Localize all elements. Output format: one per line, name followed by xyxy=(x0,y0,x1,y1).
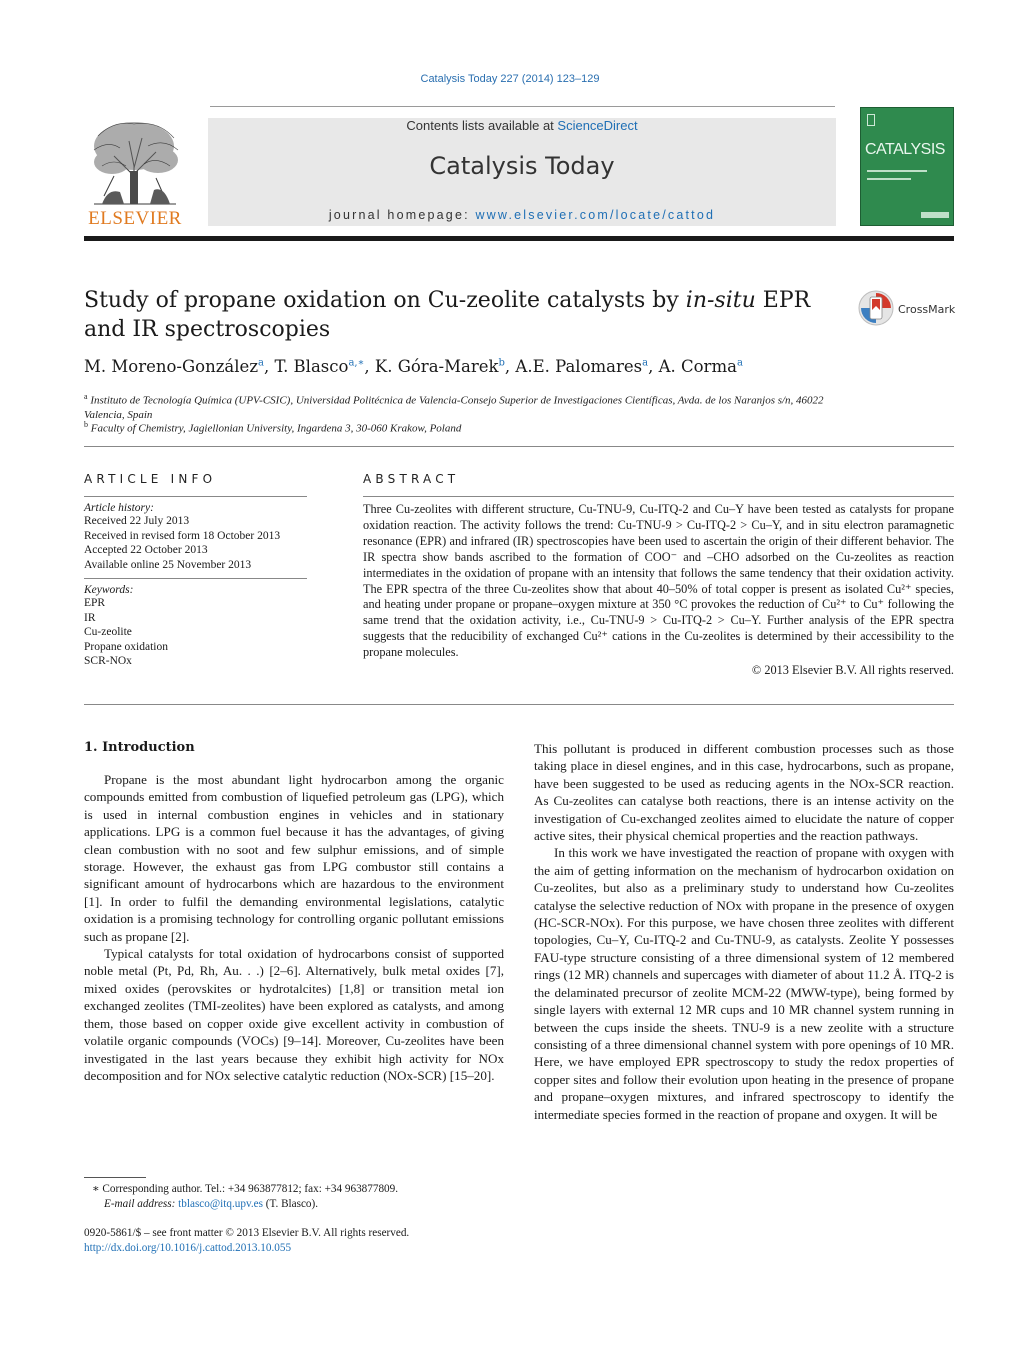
article-info-rule xyxy=(84,496,307,497)
keyword: Cu-zeolite xyxy=(84,626,132,638)
body-left-column xyxy=(84,740,504,1084)
affiliation: $^a$ Instituto de Tecnología Química (UPV-CSIC), Universidad Politécnica de Valencia-Consejo Superior de Investigaciones Científicas, Avda. de los Naranjos s/n, 46022 Valencia, Spain xyxy=(84,392,824,421)
author[interactable]: K. Góra-Marek$^b$ xyxy=(374,357,505,376)
email-label: E-mail address: xyxy=(104,1197,179,1210)
sciencedirect-link[interactable]: ScienceDirect xyxy=(557,118,638,133)
abstract xyxy=(363,472,954,678)
body-right-column xyxy=(534,740,954,1123)
journal-reference[interactable]: Catalysis Today 227 (2014) 123–129 xyxy=(420,73,600,85)
journal-cover-thumbnail[interactable] xyxy=(860,107,954,226)
journal-header-band xyxy=(208,118,836,226)
header-rule xyxy=(210,106,835,107)
body-paragraph: In this work we have investigated the reaction of propane with oxygen with the aim of getting information on the mechanism of hydrocarbon oxidation on Cu-zeolites, but also as a preliminary study to understand how Cu-zeolites catalyse the selective reduction of NOx with propane in the presence of oxygen (HC-SCR-NOx). For this purpose, we have chosen three zeolites with different topologies, Cu–Y, Cu-ITQ-2 and Cu-TNU-9, as catalysts. Zeolite Y possesses FAU-type structure consisting of a three dimensional system of 12 membered rings (12 MR) channels and supercages with diameter of about 11.2 Å. ITQ-2 is the delaminated precursor of zeolite MCM-22 (MWW-type), being formed by single layers with external 12 MR cups and 10 MR channel system running in between the cups inside the sheets. TNU-9 is a new zeolite with a structure consisting of a three dimensional channel system with pore openings of 10 MR. Here, we have employed EPR spectroscopy to study the redox properties of copper sites and follow their evolution upon heating in the presence of propane and propane–oxygen mixtures, and infrared spectroscopy to identify the intermediate species formed in the reaction of propane and oxygen. It will be xyxy=(534,845,954,1122)
email-link[interactable]: tblasco@itq.upv.es xyxy=(178,1197,263,1210)
abstract-rule xyxy=(363,496,954,497)
body-paragraph: Typical catalysts for total oxidation of hydrocarbons consist of supported noble metal (Pt, Pd, Rh, Au. . .) [2–6]. Alternatively, bulk metal oxides [7], mixed oxides (perovskites or hydrotalcites) [1,8] or transition metal ion exchanged zeolites (TMI-zeolites) have been explored as catalysts, and among them, those based on copper oxide give excellent activity in combustion of volatile organic compounds (VOCs) [9–14]. Moreover, Cu-zeolites have been investigated in the last years because they exhibit high activity for NOx decomposition and for NOx selective catalytic reduction (NOx-SCR) [15–20]. xyxy=(84,946,504,1083)
issn-line: 0920-5861/$ – see front matter © 2013 Elsevier B.V. All rights reserved. xyxy=(84,1227,410,1239)
article-info xyxy=(84,472,307,669)
article-info-heading: ARTICLE INFO xyxy=(84,472,217,486)
keywords-label: Keywords: xyxy=(84,584,134,596)
cover-mark-icon xyxy=(867,114,875,126)
email-suffix: (T. Blasco). xyxy=(262,1197,319,1210)
history-label: Article history: xyxy=(84,502,154,514)
author[interactable]: A.E. Palomares$^a$ xyxy=(515,357,649,376)
title-italic: in-situ xyxy=(685,288,756,313)
journal-homepage xyxy=(208,208,836,222)
history-item: Available online 25 November 2013 xyxy=(84,558,252,571)
journal-name: Catalysis Today xyxy=(429,152,615,180)
keyword: Propane oxidation xyxy=(84,640,168,653)
title-text: Study of propane oxidation on Cu-zeolite catalysts by xyxy=(84,288,686,313)
footnote-rule xyxy=(84,1177,146,1178)
cover-line-icon xyxy=(867,170,927,172)
body-rule xyxy=(84,704,954,705)
homepage-prefix: journal homepage: xyxy=(328,208,476,222)
homepage-link[interactable]: www.elsevier.com/locate/cattod xyxy=(475,208,716,222)
keywords-rule xyxy=(84,578,307,579)
header-thick-rule xyxy=(84,236,954,241)
crossmark-icon xyxy=(858,290,894,326)
history-item: Accepted 22 October 2013 xyxy=(84,544,208,556)
crossmark-badge[interactable] xyxy=(858,290,958,330)
corresponding-footnote xyxy=(84,1182,504,1211)
cover-line-icon xyxy=(867,178,911,180)
contents-prefix: Contents lists available at xyxy=(406,118,558,133)
email-line xyxy=(84,1197,504,1212)
keyword: SCR-NOx xyxy=(84,655,132,667)
author[interactable]: T. Blasco$^{a,∗}$ xyxy=(274,357,365,376)
abstract-heading: ABSTRACT xyxy=(363,472,460,486)
author-list: M. Moreno-González$^a$, T. Blasco$^{a,∗}$, K. Góra-Marek$^b$, A.E. Palomares$^a$, A. Corma$^a$ xyxy=(84,357,743,376)
article-title xyxy=(84,286,844,344)
cover-publisher-icon xyxy=(921,212,949,218)
author[interactable]: M. Moreno-González$^a$ xyxy=(84,357,264,376)
corresponding-author-note: ∗ Corresponding author. Tel.: +34 963877812; fax: +34 963877809. xyxy=(92,1183,399,1195)
doi-link[interactable]: http://dx.doi.org/10.1016/j.cattod.2013.10.055 xyxy=(84,1241,292,1254)
contents-line xyxy=(208,118,836,133)
issn-block xyxy=(84,1226,504,1255)
author[interactable]: A. Corma$^a$ xyxy=(658,357,743,376)
elsevier-logo xyxy=(84,116,186,229)
elsevier-wordmark: ELSEVIER xyxy=(88,208,182,229)
crossmark-label: CrossMark xyxy=(898,303,956,316)
section-heading: 1. Introduction xyxy=(84,740,195,755)
abstract-text: Three Cu-zeolites with different structure, Cu-TNU-9, Cu-ITQ-2 and Cu–Y have been tested as catalysts for propane oxidation reaction. The activity follows the trend: Cu-TNU-9 > Cu-ITQ-2 > Cu–Y, and in situ electron paramagnetic resonance (EPR) and infrared (IR) spectroscopies have been used to ascertain the origin of their different behavior. The IR spectra show bands ascribed to the formation of COO⁻ and –CHO adsorbed on the Cu-zeolites as reaction intermediates in the oxidation of propane with an intensity that follows the same tendency that their oxidation activity. The EPR spectra of the three Cu-zeolites show that about 40–50% of total copper is present as isolated Cu²⁺ species, and heating under propane or propane–oxygen mixture at 350 °C provokes the reduction of Cu²⁺ to Cu⁺ following the same trend that the oxidation activity, i.e., Cu-TNU-9 > Cu-ITQ-2 > Cu–Y. Further analysis of the EPR spectra suggests that the reducibility of exchanged Cu²⁺ cations in the Cu-zeolites is determined by their accessibility to the propane molecules. xyxy=(363,502,954,660)
body-paragraph: This pollutant is produced in different combustion processes such as those taking place in diesel engines, and in this case, hydrocarbons, such as propane, have been suggested to be used as reducing agents in the NOx-SCR reaction. As Cu-zeolites can catalyse both reactions, there is an intense activity on the investigation of Cu-exchanged zeolites aimed to elucidate the nature of copper active sites, their physical chemical properties and the reaction pathways. xyxy=(534,741,954,844)
title-text: EPR and IR spectroscopies xyxy=(84,288,811,342)
affiliation: $^b$ Faculty of Chemistry, Jagiellonian University, Ingardena 3, 30-060 Krakow, Poland xyxy=(84,420,462,435)
keyword: EPR xyxy=(84,597,106,609)
keyword: IR xyxy=(84,611,96,624)
section-rule xyxy=(84,446,954,447)
cover-title: CATALYSIS xyxy=(865,141,945,158)
history-item: Received in revised form 18 October 2013 xyxy=(84,529,281,542)
abstract-copyright: © 2013 Elsevier B.V. All rights reserved. xyxy=(751,663,954,678)
elsevier-tree-icon xyxy=(84,116,186,208)
history-item: Received 22 July 2013 xyxy=(84,515,190,527)
body-paragraph: Propane is the most abundant light hydrocarbon among the organic compounds emitted from combustion of liquefied petroleum gas (LPG), which is used in internal combustion engines in vehicles and in stationary applications. LPG is a common fuel because it has the advantages, of giving clean combustion with no soot and few sulphur emissions, and of simple storage. However, the exhaust gas from LPG combustor still contains a significant amount of hydrocarbons which are hazardous to the environment [1]. In order to fulfil the demanding environmental legislations, catalytic oxidation is a promising technology for controlling organic pollutant emissions such as propane [2]. xyxy=(84,772,504,944)
